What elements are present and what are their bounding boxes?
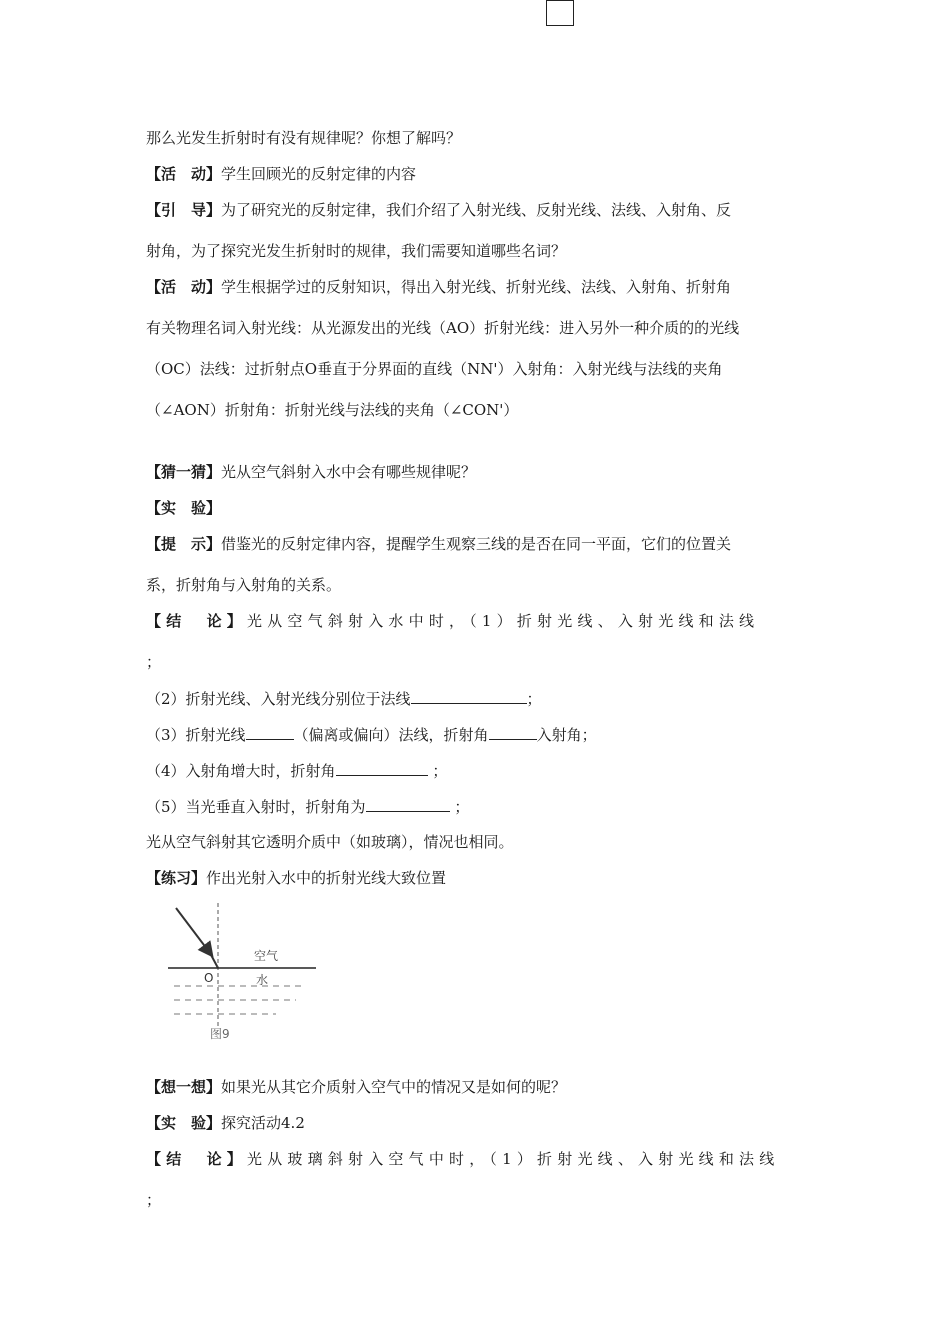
guide-cont: 射角，为了探究光发生折射时的规律，我们需要知道哪些名词？ (146, 242, 567, 260)
conclusion-1-end: ； (146, 653, 162, 671)
label-o: O (204, 971, 214, 985)
intro-question: 那么光发生折射时有没有规律呢？你想了解吗？ (146, 129, 462, 147)
answer-blank[interactable] (489, 724, 537, 740)
tag-experiment-2: 【实 验】 (146, 1114, 222, 1132)
conclusion-item-5: （5）当光垂直入射时，折射角为 ； (146, 798, 470, 816)
tag-activity-2: 【活 动】 (146, 278, 222, 296)
tag-exercise: 【练习】 (146, 869, 207, 887)
conclusion-item-3: （3）折射光线 （偏离或偏向）法线，折射角 入射角； (146, 726, 597, 744)
answer-blank[interactable] (366, 796, 450, 812)
conclusion-item-4: （4）入射角增大时，折射角 ； (146, 762, 448, 780)
activity-1: 【活 动】学生回顾光的反射定律的内容 (146, 165, 417, 183)
answer-blank[interactable] (336, 760, 428, 776)
incident-ray-end (210, 953, 218, 968)
label-water: 水 (256, 973, 269, 987)
exercise: 【练习】作出光射入水中的折射光线大致位置 (146, 869, 447, 887)
incident-ray (176, 908, 210, 953)
label-air: 空气 (254, 949, 279, 963)
conclusion-note: 光从空气斜射其它透明介质中（如玻璃），情况也相同。 (146, 833, 514, 851)
experiment (146, 498, 221, 518)
conclusion-item-2: （2）折射光线、入射光线分别位于法线 ； (146, 690, 542, 708)
hint-cont: 系，折射角与入射角的关系。 (146, 576, 342, 594)
conclusion-2: 【结 论】光从玻璃斜射入空气中时，（1）折射光线、入射光线和法线 (146, 1150, 780, 1168)
tag-hint: 【提 示】 (146, 535, 222, 553)
terms-3: （∠AON）折射角：折射光线与法线的夹角（∠CON'） (146, 401, 519, 419)
hint: 【提 示】借鉴光的反射定律内容，提醒学生观察三线的是否在同一平面，它们的位置关 (146, 535, 732, 553)
guide: 【引 导】为了研究光的反射定律，我们介绍了入射光线、反射光线、法线、入射角、反 (146, 201, 732, 219)
experiment-2: 【实 验】探究活动4.2 (146, 1114, 305, 1132)
answer-blank[interactable] (246, 724, 294, 740)
tag-conclusion: 【结 论】 (146, 612, 248, 630)
tag-conclusion-2: 【结 论】 (146, 1150, 248, 1168)
answer-blank[interactable] (411, 688, 527, 704)
tag-experiment: 【实 验】 (146, 499, 222, 517)
terms-2: （OC）法线：过折射点O垂直于分界面的直线（NN'）入射角：入射光线与法线的夹角 (146, 360, 723, 378)
tag-guide: 【引 导】 (146, 201, 222, 219)
refraction-figure (146, 898, 336, 1048)
figure-caption: 图9 (210, 1027, 230, 1041)
page-marker-box (546, 0, 574, 26)
tag-guess: 【猜一猜】 (146, 463, 222, 481)
tag-activity: 【活 动】 (146, 165, 222, 183)
think: 【想一想】如果光从其它介质射入空气中的情况又是如何的呢？ (146, 1078, 567, 1096)
guess: 【猜一猜】光从空气斜射入水中会有哪些规律呢？ (146, 463, 477, 481)
conclusion-2-end: ； (146, 1191, 162, 1209)
conclusion-1: 【结 论】光从空气斜射入水中时，（1）折射光线、入射光线和法线 (146, 612, 760, 630)
tag-think: 【想一想】 (146, 1078, 222, 1096)
activity-2: 【活 动】学生根据学过的反射知识，得出入射光线、折射光线、法线、入射角、折射角 (146, 278, 732, 296)
terms-1: 有关物理名词入射光线：从光源发出的光线（AO）折射光线：进入另外一种介质的的光线 (146, 319, 740, 337)
